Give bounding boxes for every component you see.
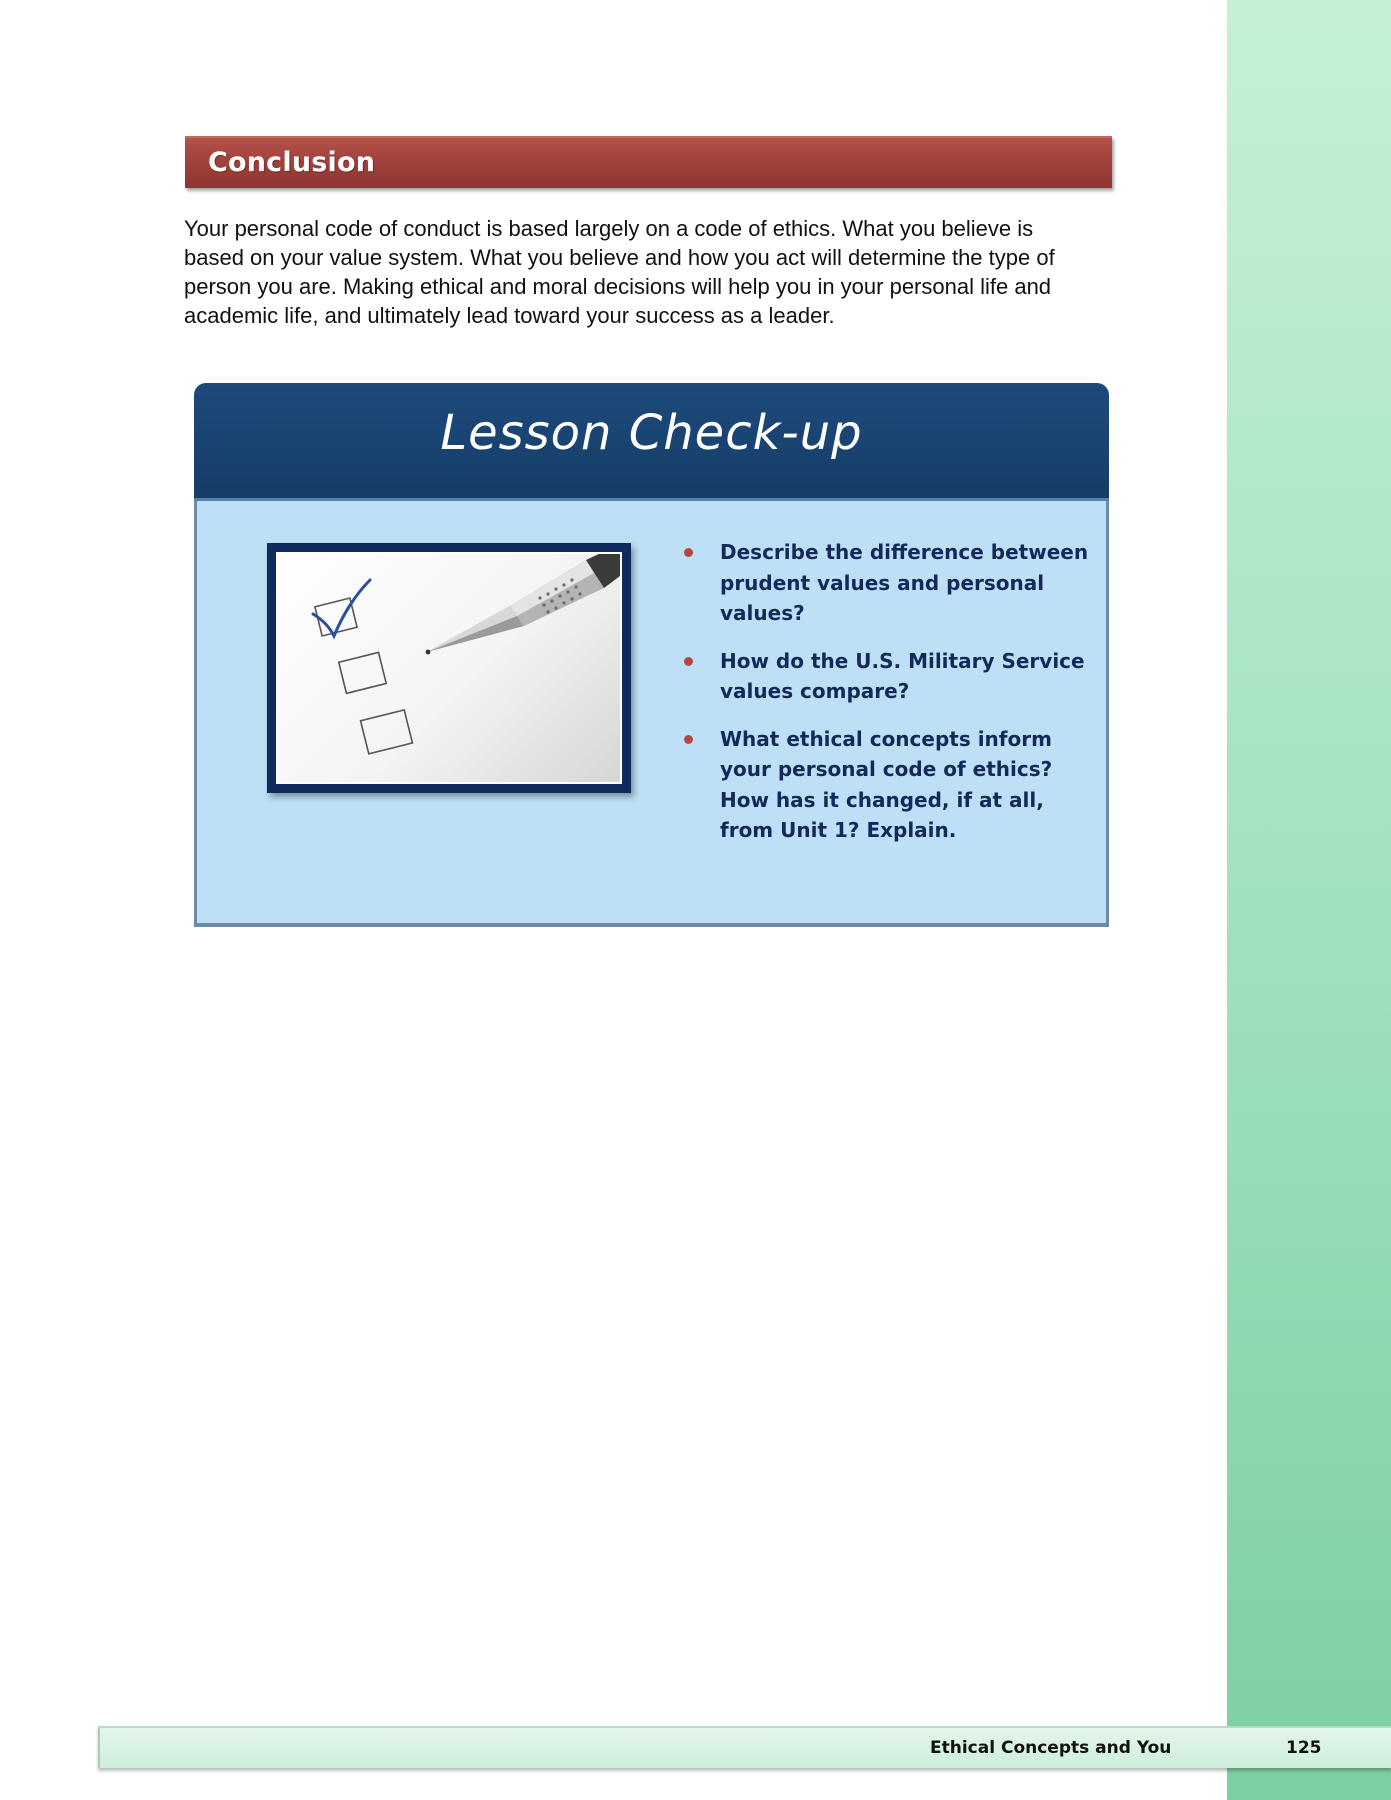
checklist-pen-image — [276, 552, 622, 784]
question-text: What ethical concepts inform your personal code of ethics? How has it changed, if at all, from Unit 1? Explain. — [720, 726, 1053, 842]
question-text: How do the U.S. Military Service values compare? — [720, 648, 1085, 703]
bullet-icon — [684, 548, 693, 557]
checklist-pen-icon — [278, 554, 620, 782]
conclusion-heading: Conclusion — [208, 147, 376, 178]
checklist-photo-frame — [267, 543, 631, 793]
lesson-checkup-header — [194, 383, 1109, 501]
page-number: 125 — [1286, 1738, 1322, 1758]
lesson-checkup-box — [194, 383, 1109, 927]
bullet-icon — [684, 735, 693, 744]
lesson-checkup-title: Lesson Check-up — [440, 405, 863, 461]
checkup-question-list — [675, 537, 1095, 863]
question-text: Describe the difference between prudent values and personal values? — [720, 540, 1089, 625]
conclusion-paragraph: Your personal code of conduct is based largely on a code of ethics. What you believe is based on your value system. What you believe and how you act will determine the type of person you are. Making ethical and moral decisions will help you in your personal life and academic life, and ultimately lead toward your success as a leader. — [184, 216, 1055, 328]
page-footer — [98, 1726, 1391, 1768]
list-item — [675, 724, 1095, 846]
list-item — [675, 646, 1095, 707]
conclusion-header-bar — [185, 136, 1112, 188]
lesson-checkup-body — [194, 501, 1109, 927]
bullet-icon — [684, 657, 693, 666]
footer-chapter-title: Ethical Concepts and You — [930, 1738, 1172, 1758]
list-item — [675, 537, 1095, 629]
side-decorative-band — [1227, 0, 1391, 1800]
